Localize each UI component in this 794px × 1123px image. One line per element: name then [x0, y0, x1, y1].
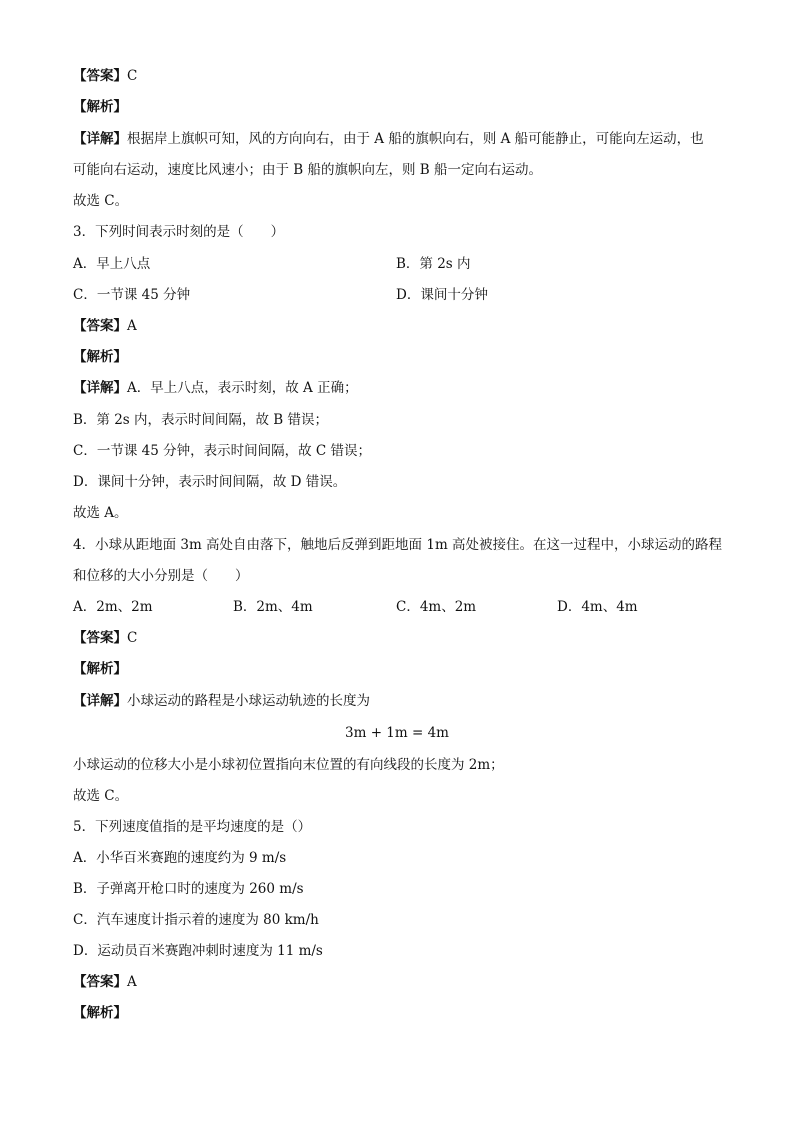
q4-stem-line-1: 4．小球从距地面 3m 高处自由落下，触地后反弹到距地面 1m 高处被接住。在这一过程中，小球运动的路程	[73, 537, 723, 553]
q4-detail-line-1	[73, 689, 370, 713]
q2-answer-line	[73, 64, 137, 88]
q3-detail-line-3: C．一节课 45 分钟，表示时间间隔，故 C 错误；	[73, 443, 372, 459]
answer-label: 【答案】	[73, 974, 127, 990]
q5-option-d: D．运动员百米赛跑冲刺时速度为 11 m/s	[73, 943, 323, 959]
q4-option-b: B．2m、4m	[233, 599, 313, 615]
q4-option-c: C．4m、2m	[396, 599, 477, 615]
q3-option-b: B．第 2s 内	[396, 256, 471, 272]
detail-label: 【详解】	[73, 380, 127, 396]
q4-option-a: A．2m、2m	[73, 599, 153, 615]
q5-answer-line	[73, 970, 137, 994]
q5-analysis-line	[73, 1001, 127, 1025]
q5-option-a: A．小华百米赛跑的速度约为 9 m/s	[73, 850, 287, 866]
q2-conclusion: 故选 C。	[73, 193, 129, 209]
answer-value: A	[127, 318, 137, 334]
q4-analysis-line	[73, 657, 127, 681]
q5-option-c: C．汽车速度计指示着的速度为 80 km/h	[73, 912, 319, 928]
q4-conclusion: 故选 C。	[73, 788, 129, 804]
answer-label: 【答案】	[73, 68, 127, 84]
q3-option-d: D．课间十分钟	[396, 287, 488, 303]
detail-text: 根据岸上旗帜可知，风的方向向右，由于 A 船的旗帜向右，则 A 船可能静止，可能向左运动，也	[127, 131, 704, 147]
analysis-label: 【解析】	[73, 1005, 127, 1021]
q2-detail-line-2: 可能向右运动，速度比风速小；由于 B 船的旗帜向左，则 B 船一定向右运动。	[73, 162, 543, 178]
q4-stem-line-2: 和位移的大小分别是（ ）	[73, 568, 249, 584]
q4-detail-line-2: 小球运动的位移大小是小球初位置指向末位置的有向线段的长度为 2m；	[73, 757, 504, 773]
q3-detail-line-4: D．课间十分钟，表示时间间隔，故 D 错误。	[73, 474, 347, 490]
answer-value: C	[127, 630, 138, 646]
detail-text: A．早上八点，表示时刻，故 A 正确；	[127, 380, 358, 396]
analysis-label: 【解析】	[73, 661, 127, 677]
q4-answer-line	[73, 626, 137, 650]
q3-detail-line-2: B．第 2s 内，表示时间间隔，故 B 错误；	[73, 412, 329, 428]
q3-option-c: C．一节课 45 分钟	[73, 287, 191, 303]
q3-answer-line	[73, 314, 137, 338]
q5-stem: 5．下列速度值指的是平均速度的是（）	[73, 819, 312, 835]
answer-value: C	[127, 68, 138, 84]
q3-option-a: A．早上八点	[73, 256, 151, 272]
detail-text: 小球运动的路程是小球运动轨迹的长度为	[127, 693, 370, 709]
q5-option-b: B．子弹离开枪口时的速度为 260 m/s	[73, 881, 304, 897]
detail-label: 【详解】	[73, 693, 127, 709]
q4-equation: 3m + 1m = 4m	[345, 725, 449, 741]
analysis-label: 【解析】	[73, 99, 127, 115]
q3-stem: 3．下列时间表示时刻的是（ ）	[73, 224, 285, 240]
q2-detail-line-1	[73, 127, 704, 151]
q2-analysis-line	[73, 95, 127, 119]
answer-value: A	[127, 974, 137, 990]
analysis-label: 【解析】	[73, 349, 127, 365]
q4-option-d: D．4m、4m	[557, 599, 638, 615]
answer-label: 【答案】	[73, 630, 127, 646]
q3-conclusion: 故选 A。	[73, 505, 128, 521]
answer-label: 【答案】	[73, 318, 127, 334]
detail-label: 【详解】	[73, 131, 127, 147]
q3-detail-line-1	[73, 376, 358, 400]
q3-analysis-line	[73, 345, 127, 369]
